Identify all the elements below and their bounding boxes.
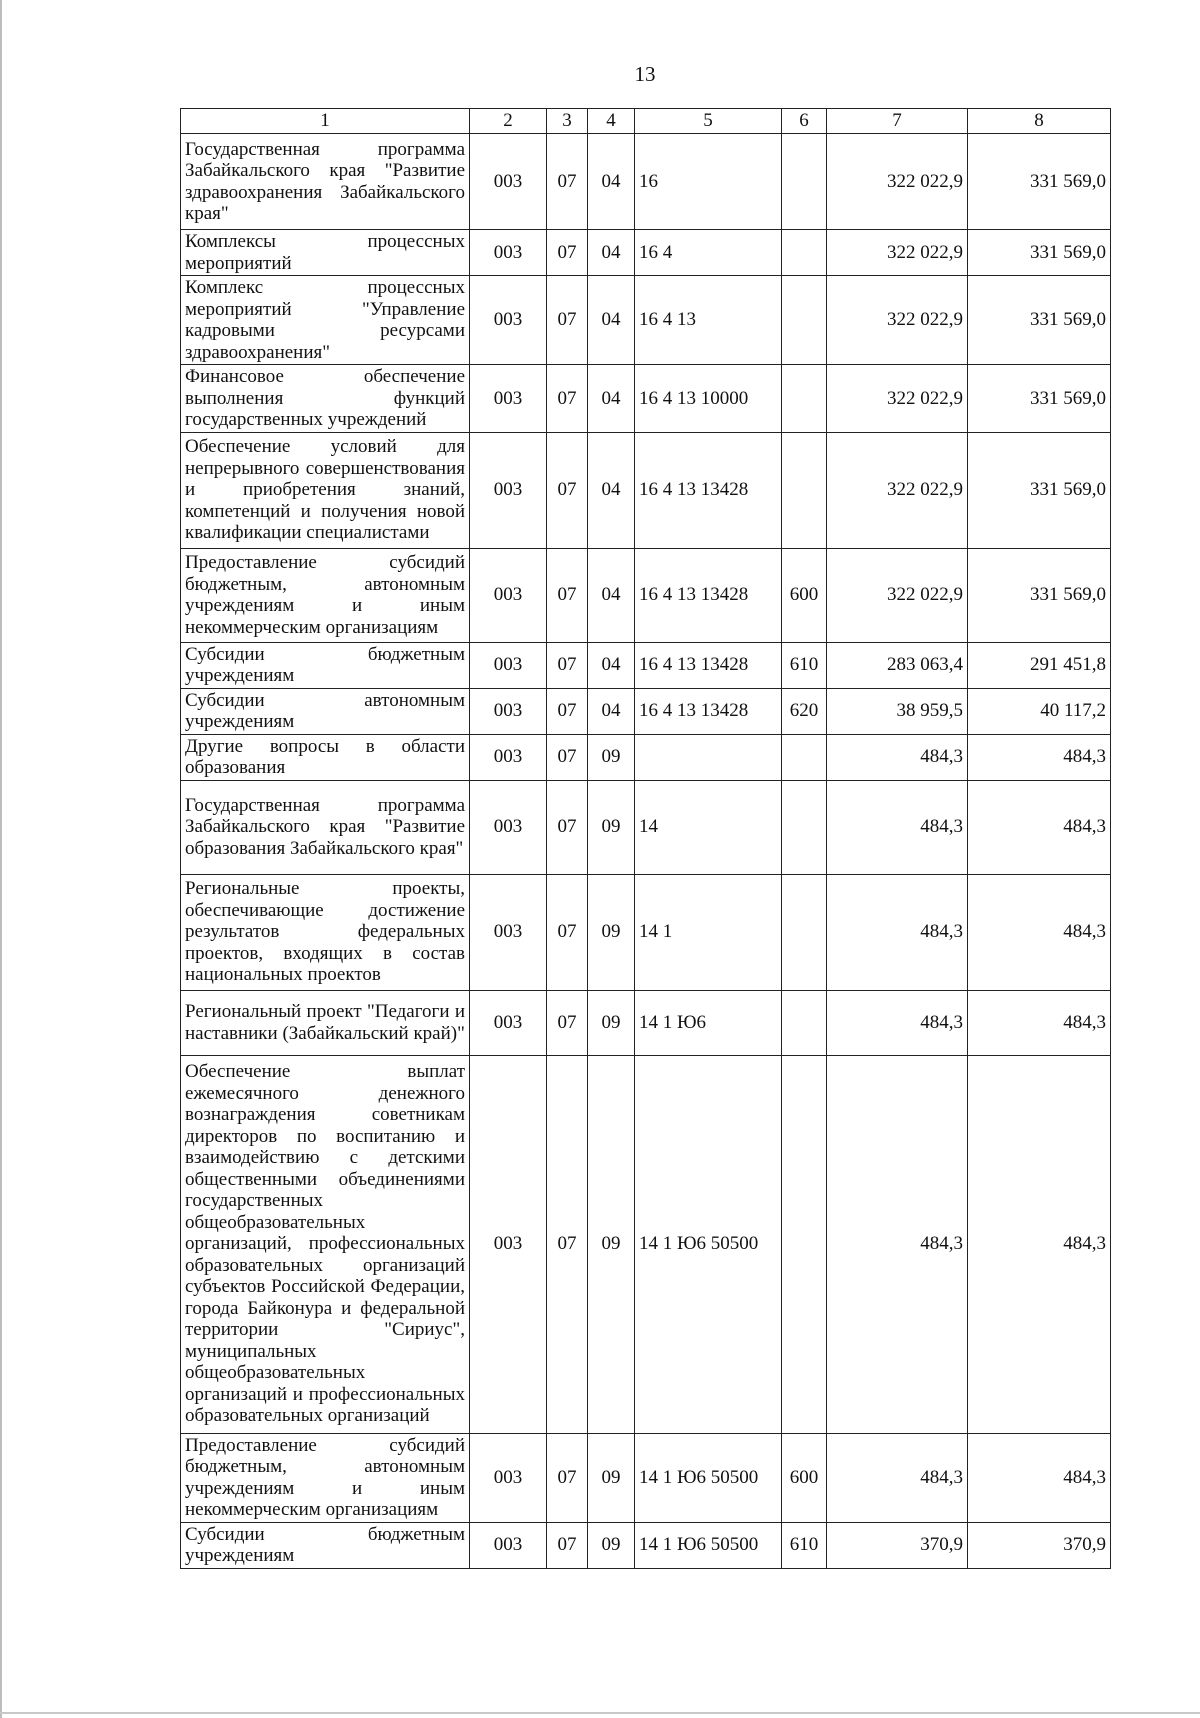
org-code-cell: 003 [470, 276, 547, 365]
table-row [181, 874, 1111, 990]
org-code-cell: 003 [470, 780, 547, 874]
col-header-8: 8 [968, 109, 1111, 134]
expense-type-cell [782, 874, 827, 990]
expense-type-cell [782, 734, 827, 780]
amount-year1-cell: 322 022,9 [827, 432, 968, 548]
table-row [181, 365, 1111, 433]
table-row [181, 1433, 1111, 1522]
subsection-code-cell: 04 [588, 276, 635, 365]
section-code-cell: 07 [547, 134, 588, 230]
table-row [181, 780, 1111, 874]
target-article-cell [635, 734, 782, 780]
expense-type-cell [782, 365, 827, 433]
row-name-cell: Субсидии бюджетным учреждениям [181, 1522, 470, 1568]
row-name-cell: Предоставление субсидий бюджетным, автономным учреждениям и иным некоммерческим организациям [181, 1433, 470, 1522]
table-row [181, 688, 1111, 734]
subsection-code-cell: 09 [588, 1433, 635, 1522]
target-article-cell: 14 1 Ю6 50500 [635, 1522, 782, 1568]
section-code-cell: 07 [547, 990, 588, 1055]
expense-type-cell [782, 432, 827, 548]
target-article-cell: 14 [635, 780, 782, 874]
amount-year2-cell: 484,3 [968, 1433, 1111, 1522]
expense-type-cell [782, 276, 827, 365]
table-row [181, 734, 1111, 780]
amount-year1-cell: 38 959,5 [827, 688, 968, 734]
row-name-cell: Комплексы процессных мероприятий [181, 230, 470, 276]
amount-year2-cell: 484,3 [968, 874, 1111, 990]
amount-year1-cell: 484,3 [827, 780, 968, 874]
section-code-cell: 07 [547, 1522, 588, 1568]
section-code-cell: 07 [547, 276, 588, 365]
amount-year1-cell: 484,3 [827, 874, 968, 990]
org-code-cell: 003 [470, 548, 547, 642]
row-name-cell: Государственная программа Забайкальского края "Развитие образования Забайкальского края" [181, 780, 470, 874]
org-code-cell: 003 [470, 642, 547, 688]
table-row [181, 990, 1111, 1055]
org-code-cell: 003 [470, 874, 547, 990]
amount-year2-cell: 331 569,0 [968, 432, 1111, 548]
section-code-cell: 07 [547, 432, 588, 548]
section-code-cell: 07 [547, 780, 588, 874]
amount-year1-cell: 370,9 [827, 1522, 968, 1568]
col-header-4: 4 [588, 109, 635, 134]
section-code-cell: 07 [547, 734, 588, 780]
expense-type-cell [782, 780, 827, 874]
budget-table [180, 108, 1111, 1569]
section-code-cell: 07 [547, 365, 588, 433]
section-code-cell: 07 [547, 230, 588, 276]
col-header-3: 3 [547, 109, 588, 134]
target-article-cell: 16 [635, 134, 782, 230]
amount-year2-cell: 484,3 [968, 780, 1111, 874]
target-article-cell: 14 1 Ю6 50500 [635, 1433, 782, 1522]
org-code-cell: 003 [470, 134, 547, 230]
row-name-cell: Государственная программа Забайкальского края "Развитие здравоохранения Забайкальского края" [181, 134, 470, 230]
col-header-5: 5 [635, 109, 782, 134]
expense-type-cell [782, 230, 827, 276]
table-row [181, 1522, 1111, 1568]
section-code-cell: 07 [547, 548, 588, 642]
row-name-cell: Субсидии автономным учреждениям [181, 688, 470, 734]
amount-year1-cell: 322 022,9 [827, 230, 968, 276]
col-header-2: 2 [470, 109, 547, 134]
section-code-cell: 07 [547, 1433, 588, 1522]
amount-year1-cell: 322 022,9 [827, 276, 968, 365]
org-code-cell: 003 [470, 734, 547, 780]
amount-year2-cell: 331 569,0 [968, 230, 1111, 276]
amount-year2-cell: 370,9 [968, 1522, 1111, 1568]
amount-year1-cell: 484,3 [827, 1055, 968, 1433]
org-code-cell: 003 [470, 365, 547, 433]
target-article-cell: 16 4 13 13428 [635, 688, 782, 734]
section-code-cell: 07 [547, 874, 588, 990]
subsection-code-cell: 04 [588, 642, 635, 688]
org-code-cell: 003 [470, 1055, 547, 1433]
subsection-code-cell: 04 [588, 365, 635, 433]
row-name-cell: Другие вопросы в области образования [181, 734, 470, 780]
subsection-code-cell: 04 [588, 134, 635, 230]
expense-type-cell: 600 [782, 548, 827, 642]
header-row [181, 109, 1111, 134]
col-header-6: 6 [782, 109, 827, 134]
table-row [181, 1055, 1111, 1433]
subsection-code-cell: 09 [588, 874, 635, 990]
table-body [181, 109, 1111, 1569]
target-article-cell: 14 1 [635, 874, 782, 990]
subsection-code-cell: 09 [588, 780, 635, 874]
row-name-cell: Региональные проекты, обеспечивающие достижение результатов федеральных проектов, входящих в состав национальных проектов [181, 874, 470, 990]
expense-type-cell [782, 990, 827, 1055]
amount-year2-cell: 484,3 [968, 990, 1111, 1055]
table-row [181, 548, 1111, 642]
amount-year1-cell: 322 022,9 [827, 134, 968, 230]
org-code-cell: 003 [470, 1433, 547, 1522]
amount-year2-cell: 484,3 [968, 734, 1111, 780]
table-row [181, 134, 1111, 230]
row-name-cell: Финансовое обеспечение выполнения функций государственных учреждений [181, 365, 470, 433]
target-article-cell: 16 4 13 10000 [635, 365, 782, 433]
subsection-code-cell: 04 [588, 688, 635, 734]
target-article-cell: 16 4 13 13428 [635, 548, 782, 642]
subsection-code-cell: 04 [588, 432, 635, 548]
subsection-code-cell: 09 [588, 1055, 635, 1433]
col-header-7: 7 [827, 109, 968, 134]
section-code-cell: 07 [547, 688, 588, 734]
target-article-cell: 16 4 13 [635, 276, 782, 365]
section-code-cell: 07 [547, 642, 588, 688]
subsection-code-cell: 04 [588, 548, 635, 642]
org-code-cell: 003 [470, 230, 547, 276]
row-name-cell: Предоставление субсидий бюджетным, автономным учреждениям и иным некоммерческим организациям [181, 548, 470, 642]
col-header-1: 1 [181, 109, 470, 134]
target-article-cell: 16 4 13 13428 [635, 432, 782, 548]
target-article-cell: 16 4 [635, 230, 782, 276]
scan-left-edge [0, 0, 2, 1718]
expense-type-cell: 610 [782, 642, 827, 688]
target-article-cell: 14 1 Ю6 [635, 990, 782, 1055]
amount-year2-cell: 331 569,0 [968, 548, 1111, 642]
expense-type-cell: 620 [782, 688, 827, 734]
org-code-cell: 003 [470, 990, 547, 1055]
table-row [181, 230, 1111, 276]
page-number: 13 [634, 62, 656, 86]
target-article-cell: 16 4 13 13428 [635, 642, 782, 688]
amount-year2-cell: 291 451,8 [968, 642, 1111, 688]
target-article-cell: 14 1 Ю6 50500 [635, 1055, 782, 1433]
amount-year1-cell: 484,3 [827, 990, 968, 1055]
table-row [181, 642, 1111, 688]
table-row [181, 276, 1111, 365]
expense-type-cell [782, 134, 827, 230]
expense-type-cell: 600 [782, 1433, 827, 1522]
table-row [181, 432, 1111, 548]
amount-year1-cell: 322 022,9 [827, 365, 968, 433]
subsection-code-cell: 09 [588, 990, 635, 1055]
amount-year2-cell: 331 569,0 [968, 276, 1111, 365]
expense-type-cell: 610 [782, 1522, 827, 1568]
row-name-cell: Обеспечение условий для непрерывного совершенствования и приобретения знаний, компетенций и получения новой квалификации специалистами [181, 432, 470, 548]
amount-year2-cell: 484,3 [968, 1055, 1111, 1433]
amount-year1-cell: 484,3 [827, 1433, 968, 1522]
row-name-cell: Обеспечение выплат ежемесячного денежного вознаграждения советникам директоров по воспитанию и взаимодействию с детскими общественными объединениями государственных общеобразовательных организаций, профессиональных образовательных организаций субъектов Российской Федерации, города Байконура и федеральной территории "Сириус", муниципальных общеобразовательных организаций и профессиональных образовательных организаций [181, 1055, 470, 1433]
expense-type-cell [782, 1055, 827, 1433]
org-code-cell: 003 [470, 688, 547, 734]
amount-year1-cell: 322 022,9 [827, 548, 968, 642]
org-code-cell: 003 [470, 1522, 547, 1568]
amount-year2-cell: 331 569,0 [968, 365, 1111, 433]
org-code-cell: 003 [470, 432, 547, 548]
amount-year1-cell: 484,3 [827, 734, 968, 780]
amount-year2-cell: 331 569,0 [968, 134, 1111, 230]
section-code-cell: 07 [547, 1055, 588, 1433]
subsection-code-cell: 09 [588, 1522, 635, 1568]
amount-year1-cell: 283 063,4 [827, 642, 968, 688]
row-name-cell: Субсидии бюджетным учреждениям [181, 642, 470, 688]
amount-year2-cell: 40 117,2 [968, 688, 1111, 734]
subsection-code-cell: 09 [588, 734, 635, 780]
row-name-cell: Комплекс процессных мероприятий "Управление кадровыми ресурсами здравоохранения" [181, 276, 470, 365]
scan-bottom-edge [0, 1712, 1200, 1714]
subsection-code-cell: 04 [588, 230, 635, 276]
row-name-cell: Региональный проект "Педагоги и наставники (Забайкальский край)" [181, 990, 470, 1055]
